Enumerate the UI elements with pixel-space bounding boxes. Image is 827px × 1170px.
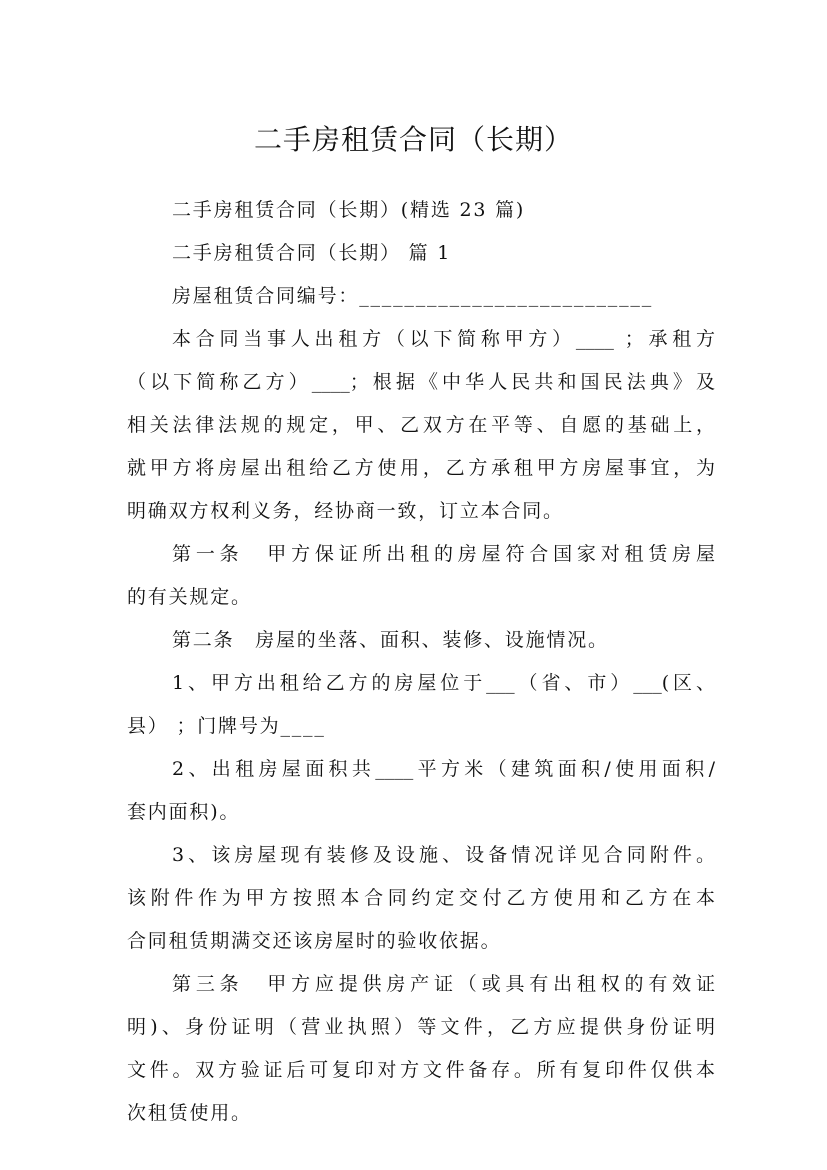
text-line: 第一条 甲方保证所出租的房屋符合国家对租赁房屋 xyxy=(172,543,715,565)
text-line: 2、出租房屋面积共____平方米（建筑面积/使用面积/ xyxy=(172,758,715,780)
document-title: 二手房租赁合同（长期） xyxy=(253,122,573,156)
text-line: 该附件作为甲方按照本合同约定交付乙方使用和乙方在本 xyxy=(127,887,715,909)
text-line: 3、该房屋现有装修及设施、设备情况详见合同附件。 xyxy=(172,844,715,866)
text-line: 就甲方将房屋出租给乙方使用，乙方承租甲方房屋事宜，为 xyxy=(127,457,715,479)
text-line: 合同租赁期满交还该房屋时的验收依据。 xyxy=(127,930,502,952)
text-line: 明)、身份证明（营业执照）等文件，乙方应提供身份证明 xyxy=(127,1016,715,1038)
text-line: 1、甲方出租给乙方的房屋位于___（省、市）___(区、 xyxy=(172,672,715,694)
text-line: 本合同当事人出租方（以下简称甲方）____ ；承租方 xyxy=(172,328,715,350)
document-body xyxy=(127,192,715,1132)
text-line: 房屋租赁合同编号：__________________________ xyxy=(172,285,654,307)
text-line: 第三条 甲方应提供房产证（或具有出租权的有效证 xyxy=(172,973,715,995)
text-line: 县） ；门牌号为____ xyxy=(127,715,326,737)
text-line: 文件。双方验证后可复印对方文件备存。所有复印件仅供本 xyxy=(127,1059,715,1081)
text-line: 相关法律法规的规定，甲、乙双方在平等、自愿的基础上， xyxy=(127,414,715,436)
text-line: 套内面积)。 xyxy=(127,801,241,823)
text-line: 明确双方权利义务，经协商一致，订立本合同。 xyxy=(127,500,564,522)
text-line: 的有关规定。 xyxy=(127,586,252,608)
text-line: 次租赁使用。 xyxy=(127,1102,252,1124)
text-line: 二手房租赁合同（长期）(精选 23 篇) xyxy=(172,199,526,221)
text-line: （以下简称乙方）____；根据《中华人民共和国民法典》及 xyxy=(127,371,715,393)
text-line: 第二条 房屋的坐落、面积、装修、设施情况。 xyxy=(172,629,609,651)
text-line: 二手房租赁合同（长期） 篇 1 xyxy=(172,242,452,264)
